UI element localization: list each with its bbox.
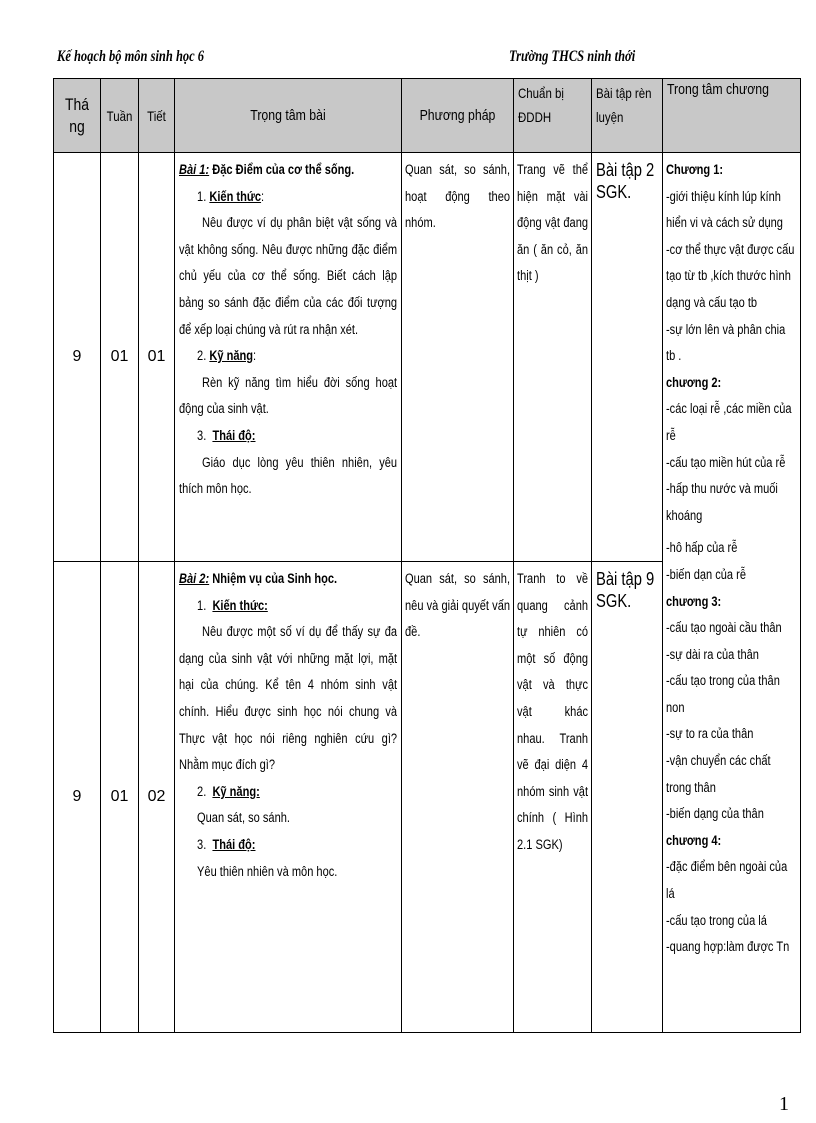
lesson-focus-cell	[175, 153, 402, 562]
col-header-period: Tiết	[139, 79, 175, 153]
chapter-item: -hô hấp của rễ	[666, 540, 738, 556]
attitude-heading: 3. Thái độ:	[197, 427, 256, 443]
attitude-text: Yêu thiên nhiên và môn học.	[197, 863, 338, 879]
col-header-chapter: Trong tâm chương	[663, 79, 801, 153]
table-row	[54, 153, 801, 562]
chapter-item: -cơ thể thực vật được cấu tạo từ tb ,kích thước hình dạng và cấu tạo tb	[666, 241, 795, 310]
chapter-item: -sự dài ra của thân	[666, 646, 759, 662]
header-school-name: Trường THCS ninh thới	[509, 48, 636, 65]
chapter-focus-cell	[663, 153, 801, 1033]
chapter-item: -đặc điểm bên ngoài của lá	[666, 859, 788, 902]
chapter-item: -biến dạn của rễ	[666, 566, 747, 582]
knowledge-heading: 1. Kiến thức:	[197, 597, 268, 613]
chapter-4-title: chương 4:	[666, 832, 722, 848]
period-cell: 01	[139, 153, 175, 562]
col-header-exercise: Bài tập rèn luyện	[592, 79, 663, 153]
chapter-item: -giới thiệu kính lúp kính hiển vi và cách sử dụng	[666, 188, 783, 231]
method-cell: Quan sát, so sánh, nêu và giải quyết vấn đề.	[402, 562, 514, 1033]
week-cell: 01	[101, 153, 139, 562]
knowledge-text: Nêu được một số ví dụ để thấy sự đa dạng của sinh vật với những mặt lợi, mặt hại của chúng. Kể tên 4 nhóm sinh vật chính. Hiểu được sinh học nói chung và Thực vật học nói riêng nghiên cứu gì? Nhằm mục đích gì?	[179, 624, 398, 773]
header-subject-plan: Kế hoạch bộ môn sinh học 6	[57, 48, 205, 65]
lesson-title: Bài 1: Đặc Điểm của cơ thể sống.	[179, 162, 355, 177]
col-header-method: Phương pháp	[402, 79, 514, 153]
lesson-plan-table	[53, 78, 801, 1033]
col-header-week: Tuần	[101, 79, 139, 153]
chapter-item: -hấp thu nước và muối khoáng	[666, 481, 778, 523]
skills-text: Rèn kỹ năng tìm hiểu đời sống hoạt động của sinh vật.	[179, 374, 398, 417]
prep-cell: Trang vẽ thể hiện mặt vài động vật đang ăn ( ăn cỏ, ăn thịt )	[514, 153, 592, 562]
skills-text: Quan sát, so sánh.	[197, 810, 290, 826]
prep-cell: Tranh to về quang cảnh tự nhiên có một số động vật và thực vật khác nhau. Tranh vẽ đại diện 4 nhóm sinh vật chính ( Hình 2.1 SGK)	[514, 562, 592, 1033]
chapter-item: -cấu tạo trong của thân non	[666, 673, 780, 715]
chapter-3-title: chương 3:	[666, 593, 722, 609]
skills-heading: 2. Kỹ năng:	[197, 348, 257, 364]
lesson-focus-cell	[175, 562, 402, 1033]
chapter-item: -biến dạng của thân	[666, 806, 764, 822]
chapter-item: -cấu tạo ngoài cầu thân	[666, 620, 782, 636]
chapter-item: -vận chuyển các chất trong thân	[666, 753, 771, 795]
chapter-item: -các loại rễ ,các miền của rễ	[666, 401, 792, 443]
chapter-item: -sự lớn lên và phân chia tb .	[666, 321, 786, 364]
attitude-heading: 3. Thái độ:	[197, 836, 256, 852]
col-header-month: Tháng	[54, 79, 101, 153]
knowledge-heading: 1. Kiến thức:	[197, 188, 265, 204]
month-cell: 9	[54, 562, 101, 1033]
exercise-cell: Bài tập 9 SGK.	[592, 562, 663, 1033]
month-cell: 9	[54, 153, 101, 562]
skills-heading: 2. Kỹ năng:	[197, 783, 260, 799]
method-cell: Quan sát, so sánh, hoạt động theo nhóm.	[402, 153, 514, 562]
chapter-item: -cấu tạo trong của lá	[666, 912, 767, 928]
lesson-title: Bài 2: Nhiệm vụ của Sinh học.	[179, 571, 338, 586]
page-number: 1	[779, 1093, 789, 1115]
attitude-text: Giáo dục lòng yêu thiên nhiên, yêu thích môn học.	[179, 454, 398, 497]
period-cell: 02	[139, 562, 175, 1033]
col-header-prep: Chuẩn bị ĐDDH	[514, 79, 592, 153]
chapter-item: -cấu tạo miền hút của rễ	[666, 454, 786, 470]
exercise-cell: Bài tập 2 SGK.	[592, 153, 663, 562]
chapter-item: -sự to ra của thân	[666, 726, 754, 742]
table-header-row	[54, 79, 801, 153]
week-cell: 01	[101, 562, 139, 1033]
col-header-focus: Trọng tâm bài	[175, 79, 402, 153]
chapter-2-title: chương 2:	[666, 374, 722, 390]
knowledge-text: Nêu được ví dụ phân biệt vật sống và vật không sống. Nêu được những đặc điểm chủ yếu của cơ thể sống. Biết cách lập bảng so sánh đặc điểm của các đối tượng để xếp loại chúng và rút ra nhận xét.	[179, 215, 398, 337]
chapter-1-title: Chương 1:	[666, 162, 724, 177]
chapter-item: -quang hợp:làm được Tn	[666, 939, 790, 955]
